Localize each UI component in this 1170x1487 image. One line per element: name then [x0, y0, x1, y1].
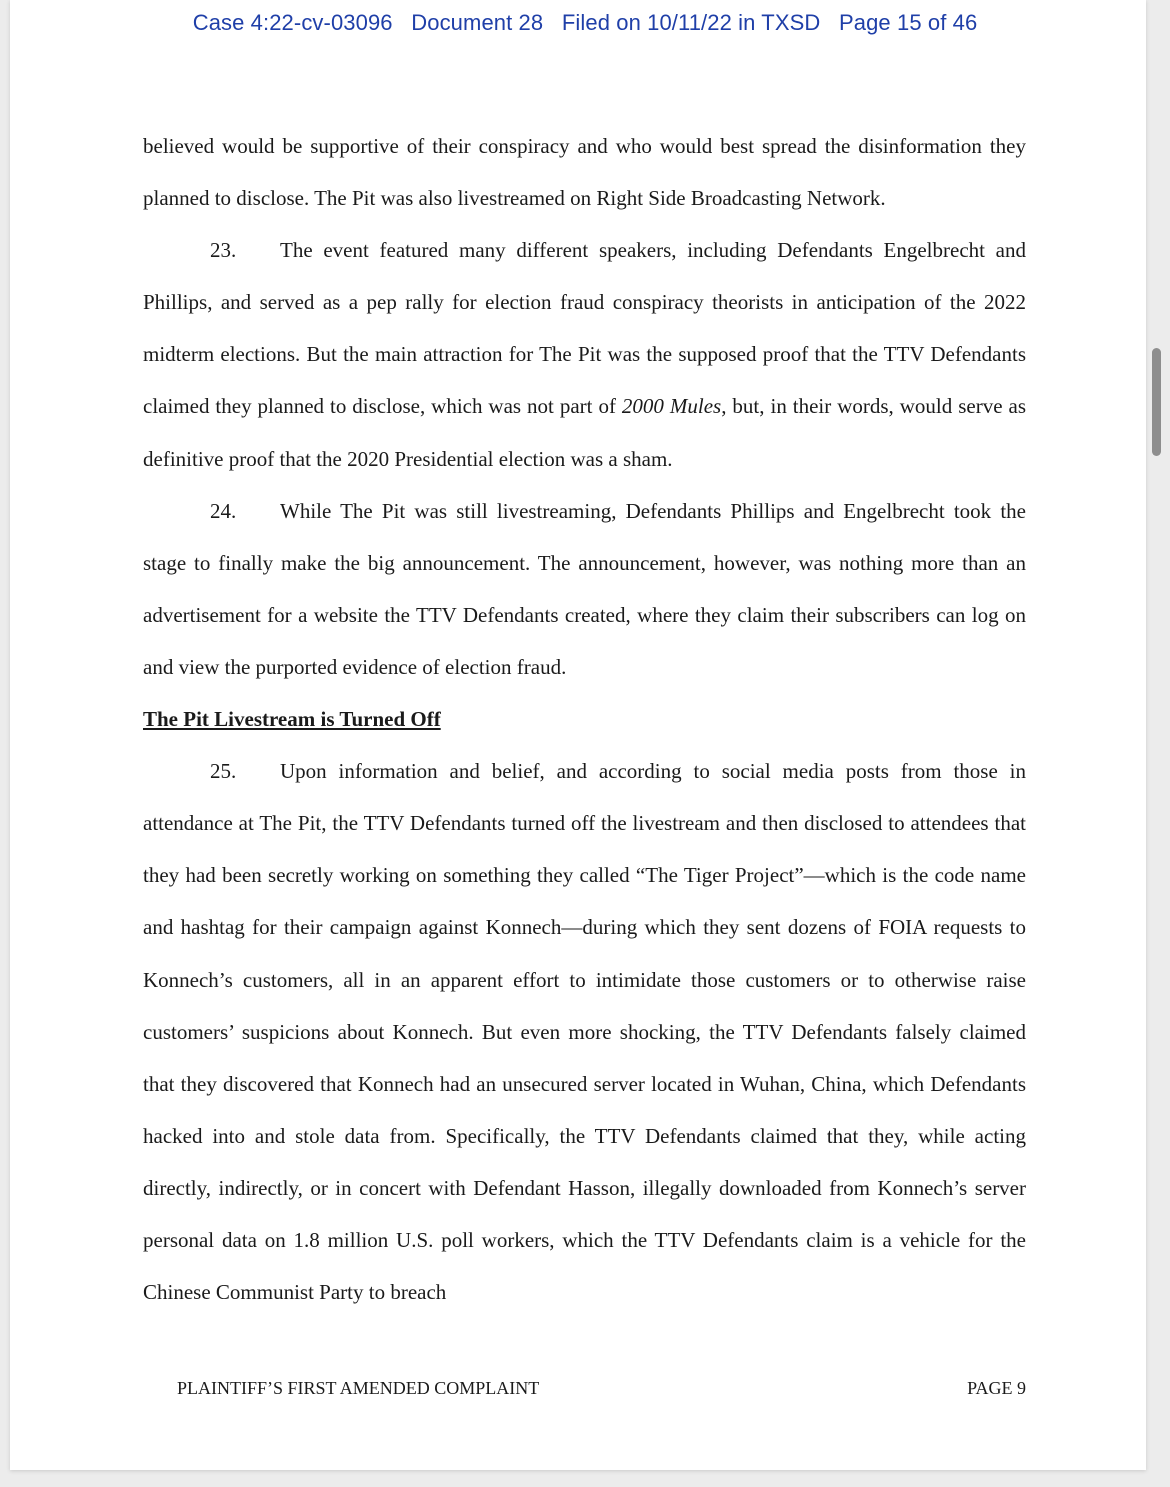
scrollbar-thumb[interactable]: [1152, 348, 1161, 456]
paragraph-24: [143, 485, 1026, 693]
paragraph-text: The event featured many different speakers, including Defendants Engelbrecht and Phillips, and served as a pep rally for election fraud conspiracy theorists in anticipation of the 2022 midterm elections. But the main attraction for The Pit was the supposed proof that the TTV Defendants claimed they planned to disclose, which was not part of: [143, 238, 1026, 419]
court-filing-stamp: Case 4:22-cv-03096 Document 28 Filed on 10/11/22 in TXSD Page 15 of 46: [192, 10, 978, 35]
paragraph-continuation: believed would be supportive of their conspiracy and who would best spread the disinformation they planned to disclose. The Pit was also livestreamed on Right Side Broadcasting Network.: [143, 134, 1026, 211]
footer-page-number: PAGE 9: [967, 1378, 1026, 1398]
paragraph-number: 25.: [210, 759, 237, 784]
paragraph-25: [143, 745, 1026, 1318]
paragraph-text-end: , but, in their words, would serve as definitive proof that the 2020 Presidential election was a sham.: [143, 394, 1026, 471]
footer-document-title: PLAINTIFF’S FIRST AMENDED COMPLAINT: [177, 1378, 540, 1398]
section-heading: The Pit Livestream is Turned Off: [143, 707, 441, 732]
paragraph-number: 23.: [210, 238, 237, 263]
paragraph-text: Upon information and belief, and according to social media posts from those in attendance at The Pit, the TTV Defendants turned off the livestream and then disclosed to attendees that they had been secretly working on something they called “The Tiger Project”—which is the code name and hashtag for their campaign against Konnech—during which they sent dozens of FOIA requests to Konnech’s customers, all in an apparent effort to intimidate those customers or to otherwise raise customers’ suspicions about Konnech. But even more shocking, the TTV Defendants falsely claimed that they discovered that Konnech had an unsecured server located in Wuhan, China, which Defendants hacked into and stole data from. Specifically, the TTV Defendants claimed that they, while acting directly, indirectly, or in concert with Defendant Hasson, illegally downloaded from Konnech’s server personal data on 1.8 million U.S. poll workers, which the TTV Defendants claim is a vehicle for the Chinese Communist Party to breach: [143, 759, 1026, 1305]
paragraph-23: [143, 224, 1026, 484]
paragraph-text: While The Pit was still livestreaming, Defendants Phillips and Engelbrecht took the stage to finally make the big announcement. The announcement, however, was nothing more than an advertisement for a website the TTV Defendants created, where they claim their subscribers can log on and view the purported evidence of election fraud.: [143, 498, 1026, 679]
page-body: [143, 120, 1026, 1318]
paragraph-number: 24.: [210, 498, 237, 523]
film-title: 2000 Mules: [621, 394, 722, 419]
